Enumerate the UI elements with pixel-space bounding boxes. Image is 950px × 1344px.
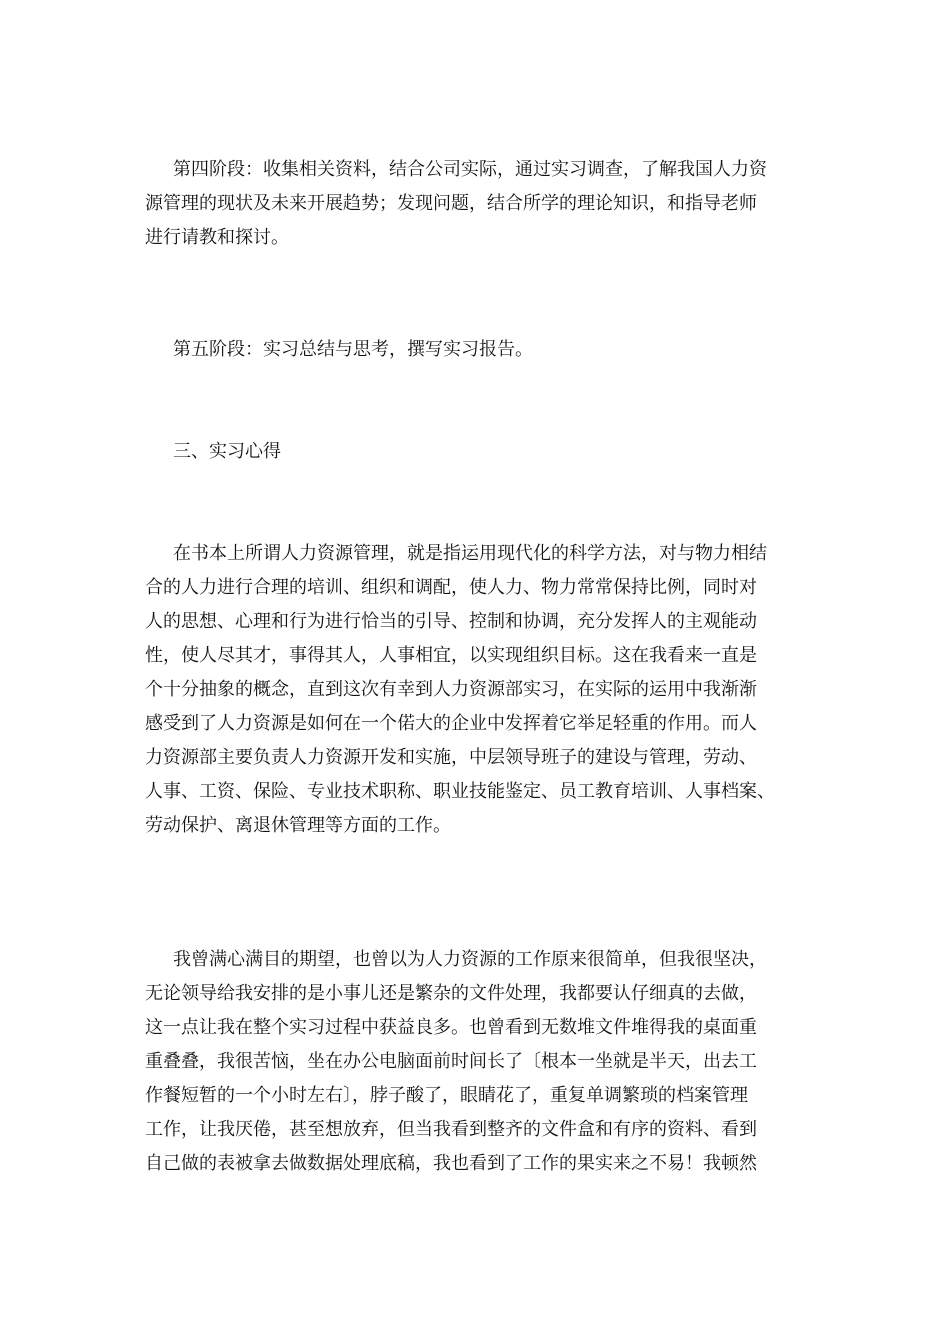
text-line: 这一点让我在整个实习过程中获益良多。也曾看到无数堆文件堆得我的桌面重 xyxy=(145,1017,757,1038)
text-line: 重叠叠，我很苦恼，坐在办公电脑面前时间长了〔根本一坐就是半天，出去工 xyxy=(145,1051,757,1072)
text-line: 进行请教和探讨。 xyxy=(145,227,289,248)
text-line: 我曾满心满目的期望，也曾以为人力资源的工作原来很简单，但我很坚决， xyxy=(173,949,767,970)
text-line: 人事、工资、保险、专业技术职称、职业技能鉴定、员工教育培训、人事档案、 xyxy=(145,781,775,802)
text-line: 性，使人尽其才，事得其人，人事相宜，以实现组织目标。这在我看来一直是 xyxy=(145,645,757,666)
text-line: 感受到了人力资源是如何在一个偌大的企业中发挥着它举足轻重的作用。而人 xyxy=(145,713,757,734)
text-line: 在书本上所谓人力资源管理，就是指运用现代化的科学方法，对与物力相结 xyxy=(173,543,767,564)
text-line: 个十分抽象的概念，直到这次有幸到人力资源部实习，在实际的运用中我渐渐 xyxy=(145,679,757,700)
paragraph-stage-four xyxy=(145,153,810,255)
text-line: 人的思想、心理和行为进行恰当的引导、控制和协调，充分发挥人的主观能动 xyxy=(145,611,757,632)
text-line: 第五阶段：实习总结与思考，撰写实习报告。 xyxy=(173,339,533,360)
text-line: 劳动保护、离退休管理等方面的工作。 xyxy=(145,815,451,836)
text-line: 无论领导给我安排的是小事儿还是繁杂的文件处理，我都要认仔细真的去做， xyxy=(145,983,757,1004)
text-line: 自己做的表被拿去做数据处理底稿，我也看到了工作的果实来之不易！我顿然 xyxy=(145,1153,757,1174)
text-line: 源管理的现状及未来开展趋势；发现问题，结合所学的理论知识，和指导老师 xyxy=(145,193,757,214)
text-line: 合的人力进行合理的培训、组织和调配，使人力、物力常常保持比例，同时对 xyxy=(145,577,757,598)
paragraph-experience xyxy=(145,943,810,1181)
paragraph-hr-definition xyxy=(145,537,810,843)
text-line: 第四阶段：收集相关资料，结合公司实际，通过实习调查，了解我国人力资 xyxy=(173,159,767,180)
text-line: 作餐短暂的一个小时左右〕，脖子酸了，眼睛花了，重复单调繁琐的档案管理 xyxy=(145,1085,748,1106)
paragraph-stage-five xyxy=(145,333,810,367)
text-line: 力资源部主要负责人力资源开发和实施，中层领导班子的建设与管理，劳动、 xyxy=(145,747,757,768)
heading-line: 三、实习心得 xyxy=(173,441,281,462)
section-heading xyxy=(145,435,810,469)
text-line: 工作，让我厌倦，甚至想放弃，但当我看到整齐的文件盒和有序的资料、看到 xyxy=(145,1119,757,1140)
